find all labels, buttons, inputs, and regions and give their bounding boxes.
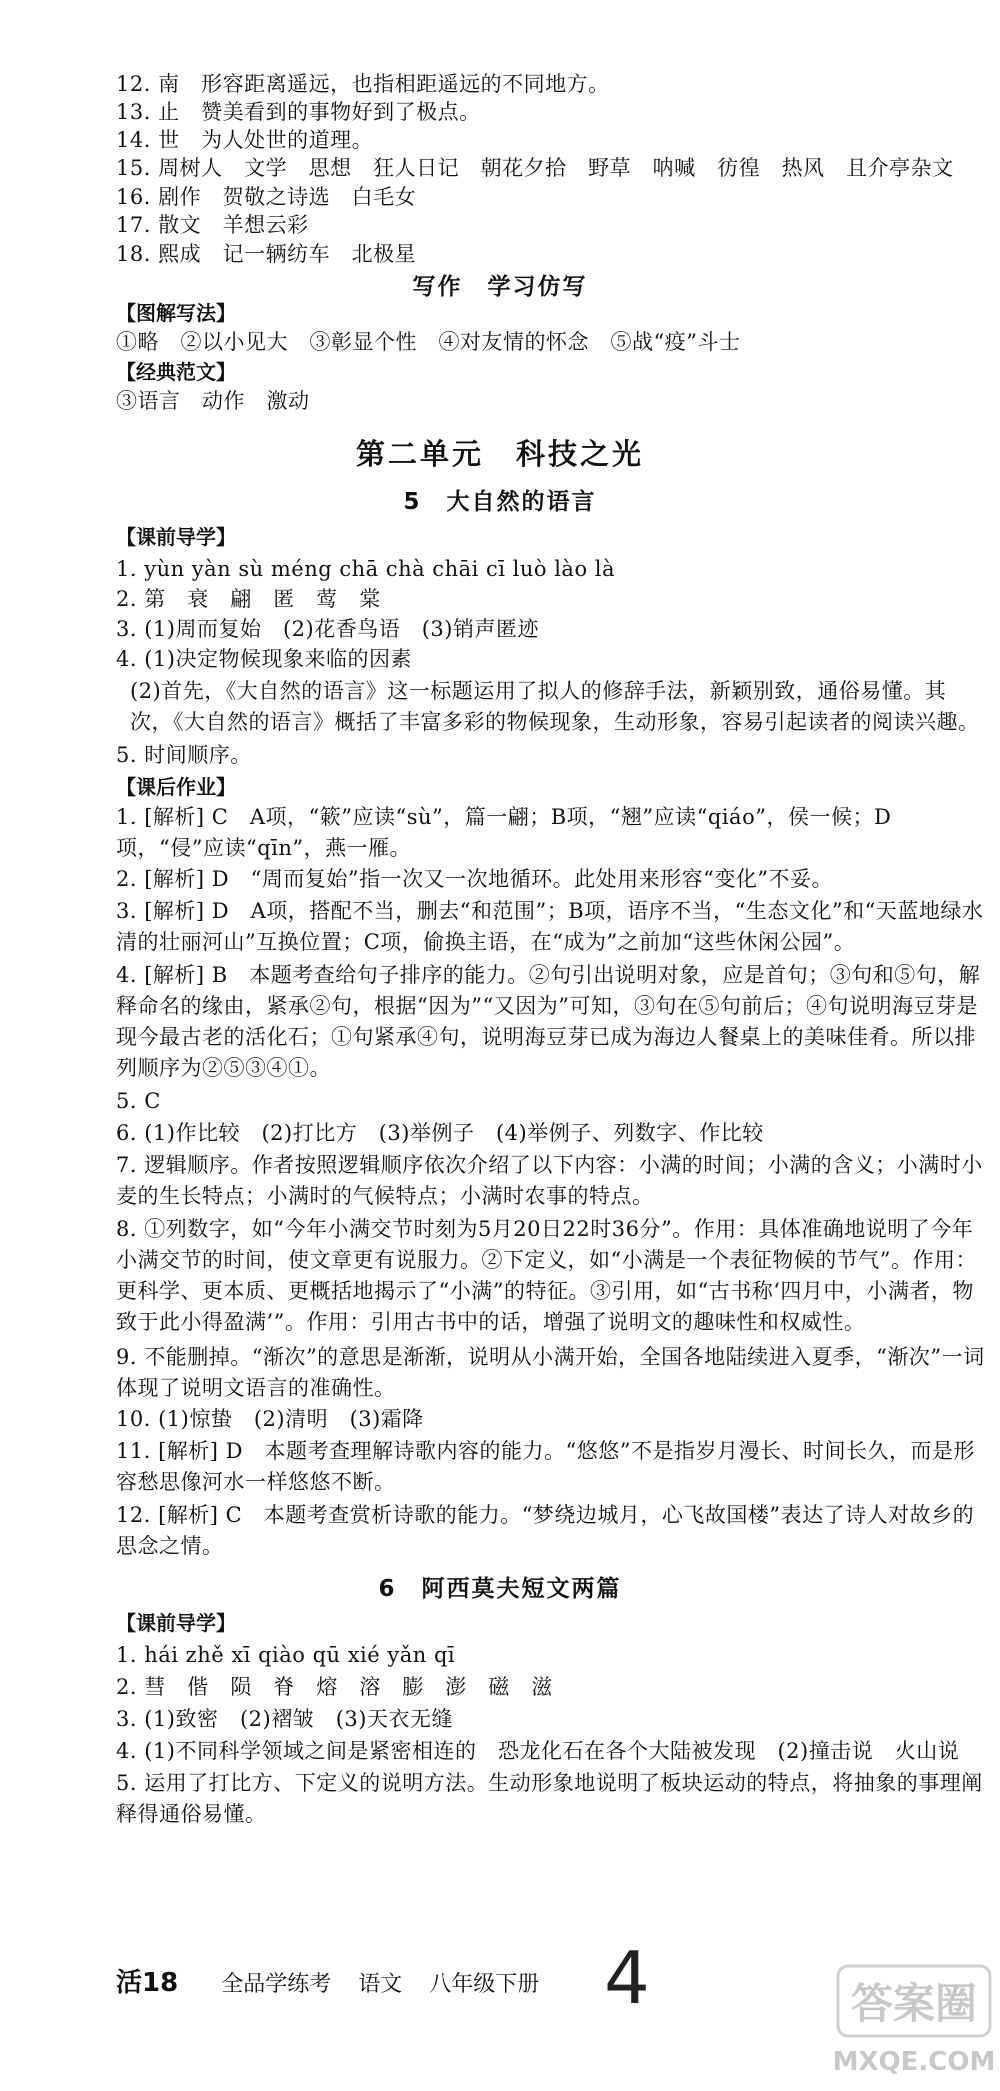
list-item: 15. 周树人 文学 思想 狂人日记 朝花夕拾 野草 呐喊 彷徨 热风 且介亭杂文 (116, 156, 954, 180)
list-item: 1. hái zhě xī qiào qū xié yǎn qī (116, 1643, 456, 1667)
list-item: 2. 第 衰 翩 匿 莺 棠 (116, 587, 381, 611)
section-tag: 【图解写法】 (116, 301, 236, 325)
lesson-title: 5 大自然的语言 (403, 489, 597, 515)
section-title-writing: 写作 学习仿写 (412, 274, 588, 300)
list-item: 3. (1)周而复始 (2)花香鸟语 (3)销声匿迹 (116, 617, 539, 641)
list-item: 12. 南 形容距离遥远，也指相距遥远的不同地方。 (116, 72, 610, 96)
list-item: 3. [解析] D A项，搭配不当，删去“和范围”；B项，语序不当，“生态文化”和“天蓝地绿水清的壮丽河山”互换位置；C项，偷换主语，在“成为”之前加“这些休闲公园”。 (116, 899, 984, 954)
footer-grade: 八年级下册 (429, 1972, 540, 1997)
list-item: 4. [解析] B 本题考查给句子排序的能力。②句引出说明对象，应是首句；③句和⑤句，解释命名的缘由，紧承②句，根据“因为”“又因为”可知，③句在⑤句前后；④句说明海豆芽是现今最古老的活化石；①句紧承④句，说明海豆芽已成为海边人餐桌上的美味佳肴。所以排列顺序为②⑤③④①。 (116, 963, 981, 1080)
list-item: ①略 ②以小见大 ③彰显个性 ④对友情的怀念 ⑤战“疫”斗士 (116, 330, 741, 354)
section-tag: 【课前导学】 (116, 1611, 236, 1635)
section-tag: 【课后作业】 (116, 775, 236, 799)
lesson-title: 6 阿西莫夫短文两篇 (378, 1576, 622, 1602)
list-item: 17. 散文 羊想云彩 (116, 213, 309, 237)
list-item: 2. [解析] D “周而复始”指一次又一次地循环。此处用来形容“变化”不妥。 (116, 867, 834, 891)
watermark-url: MXQE.COM (832, 2047, 996, 2077)
list-item: ③语言 动作 激动 (116, 389, 310, 413)
list-item: 11. [解析] D 本题考查理解诗歌内容的能力。“悠悠”不是指岁月漫长、时间长久，而是形容愁思像河水一样悠悠不断。 (116, 1439, 975, 1494)
page-number: 活18 (116, 1968, 179, 1998)
page-footer (116, 1962, 559, 1999)
list-item: (2)首先，《大自然的语言》这一标题运用了拟人的修辞手法，新颖别致，通俗易懂。其次，《大自然的语言》概括了丰富多彩的物候现象，生动形象，容易引起读者的阅读兴趣。 (130, 679, 980, 734)
list-item: 9. 不能删掉。“渐次”的意思是渐渐，说明从小满开始，全国各地陆续进入夏季，“渐次”一词体现了说明文语言的准确性。 (116, 1345, 985, 1400)
list-item: 14. 世 为人处世的道理。 (116, 128, 374, 152)
list-item: 3. (1)致密 (2)褶皱 (3)天衣无缝 (116, 1707, 453, 1731)
list-item: 5. 时间顺序。 (116, 743, 252, 767)
watermark-text: 答案圈 (850, 1979, 978, 2028)
list-item: 5. C (116, 1089, 161, 1113)
watermark-logo (830, 1950, 1000, 2091)
list-item: 5. 运用了打比方、下定义的说明方法。生动形象地说明了板块运动的特点，将抽象的事理阐释得通俗易懂。 (116, 1771, 983, 1826)
list-item: 7. 逻辑顺序。作者按照逻辑顺序依次介绍了以下内容：小满的时间；小满的含义；小满时小麦的生长特点；小满时的气候特点；小满时农事的特点。 (116, 1153, 983, 1208)
list-item: 18. 熙成 记一辆纺车 北极星 (116, 242, 417, 266)
list-item: 4. (1)不同科学领域之间是紧密相连的 恐龙化石在各个大陆被发现 (2)撞击说 火山说 (116, 1739, 960, 1763)
section-tag: 【经典范文】 (116, 360, 236, 384)
list-item: 1. yùn yàn sù méng chā chà chāi cī luò lào là (116, 557, 616, 581)
list-item: 2. 彗 偕 陨 脊 熔 溶 膨 澎 磁 滋 (116, 1675, 553, 1699)
list-item: 4. (1)决定物候现象来临的因素 (116, 647, 412, 671)
list-item: 8. ①列数字，如“今年小满交节时刻为5月20日22时36分”。作用：具体准确地说明了今年小满交节的时间，使文章更有说服力。②下定义，如“小满是一个表征物候的节气”。作用：更科学、更本质、更概括地揭示了“小满”的特征。③引用，如“古书称‘四月中，小满者，物致于此小得盈满’”。作用：引用古书中的话，增强了说明文的趣味性和权威性。 (116, 1217, 977, 1334)
list-item: 1. [解析] C A项，“簌”应读“sù”，篇一翩；B项，“翘”应读“qiáo”，侯一候；D项，“侵”应读“qīn”，燕一雁。 (116, 805, 892, 860)
list-item: 16. 剧作 贺敬之诗选 白毛女 (116, 185, 417, 209)
footer-brand: 全品学练考 (221, 1972, 332, 1997)
section-tag: 【课前导学】 (116, 525, 236, 549)
list-item: 12. [解析] C 本题考查赏析诗歌的能力。“梦绕边城月，心飞故国楼”表达了诗人对故乡的思念之情。 (116, 1503, 975, 1558)
footer-subject: 语文 (358, 1972, 403, 1997)
unit-title: 第二单元 科技之光 (355, 437, 644, 471)
handwritten-mark: 4 (604, 1936, 650, 2020)
list-item: 10. (1)惊蛰 (2)清明 (3)霜降 (116, 1407, 424, 1431)
list-item: 6. (1)作比较 (2)打比方 (3)举例子 (4)举例子、列数字、作比较 (116, 1121, 764, 1145)
list-item: 13. 止 赞美看到的事物好到了极点。 (116, 100, 481, 124)
